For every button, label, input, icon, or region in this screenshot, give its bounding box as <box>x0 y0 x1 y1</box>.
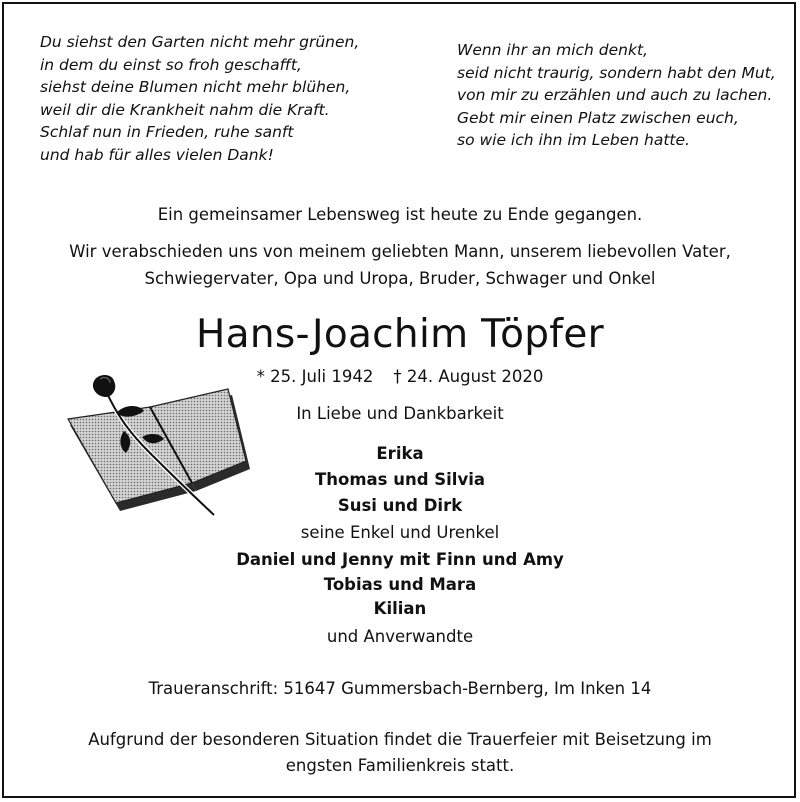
deceased-name: Hans-Joachim Töpfer <box>196 312 604 357</box>
poem-line: in dem du einst so froh geschafft, <box>40 55 302 74</box>
relatives-text: und Anverwandte <box>326 627 474 646</box>
farewell-text <box>0 238 800 292</box>
death-date: † 24. August 2020 <box>393 367 544 386</box>
funeral-notice <box>0 727 800 779</box>
poem-line: weil dir die Krankheit nahm die Kraft. <box>40 100 330 119</box>
grandchild: Kilian <box>373 599 427 618</box>
poem-left <box>40 31 359 166</box>
poem-line: seid nicht traurig, sondern habt den Mut, <box>457 63 776 82</box>
grandchildren-label: seine Enkel und Urenkel <box>300 523 500 542</box>
poem-line: Du siehst den Garten nicht mehr grünen, <box>40 33 360 51</box>
birth-date: * 25. Juli 1942 <box>256 367 374 386</box>
poem-line: Gebt mir einen Platz zwischen euch, <box>457 108 739 127</box>
family-member: Erika <box>376 444 424 463</box>
grandchild: Tobias und Mara <box>323 574 477 594</box>
dedication: In Liebe und Dankbarkeit <box>296 404 504 423</box>
intro-text: Ein gemeinsamer Lebensweg ist heute zu Ende gegangen. <box>157 205 643 224</box>
poem-line: Schlaf nun in Frieden, ruhe sanft <box>40 123 294 141</box>
poem-right <box>457 39 776 152</box>
poem-line: siehst deine Blumen nicht mehr blühen, <box>40 78 351 96</box>
farewell-line: Schwiegervater, Opa und Uropa, Bruder, Schwager und Onkel <box>144 269 656 288</box>
grandchildren-list <box>0 548 800 622</box>
grandchild: Daniel und Jenny mit Finn und Amy <box>236 550 564 569</box>
poem-line: Wenn ihr an mich denkt, <box>457 41 648 59</box>
family-member: Thomas und Silvia <box>314 470 486 489</box>
family-list <box>0 441 800 519</box>
notice-line: Aufgrund der besonderen Situation findet die Trauerfeier mit Beisetzung im <box>88 730 712 749</box>
poem-line: und hab für alles vielen Dank! <box>40 145 274 164</box>
poem-line: von mir zu erzählen und auch zu lachen. <box>457 86 773 104</box>
poem-line: so wie ich ihn im Leben hatte. <box>457 131 690 149</box>
family-member: Susi und Dirk <box>337 496 463 515</box>
notice-line: engsten Familienkreis statt. <box>285 756 515 775</box>
mourning-address: Traueranschrift: 51647 Gummersbach-Bernberg, Im Inken 14 <box>148 679 652 698</box>
farewell-line: Wir verabschieden uns von meinem geliebten Mann, unserem liebevollen Vater, <box>69 242 731 261</box>
